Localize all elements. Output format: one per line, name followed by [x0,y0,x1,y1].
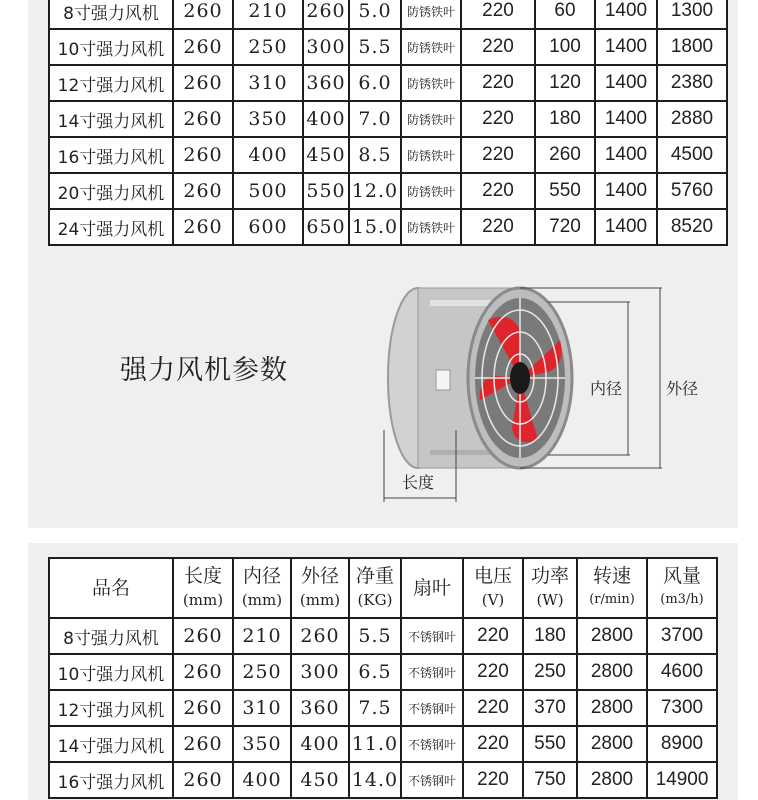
column-header-title: 扇叶 [412,577,451,599]
cell-power: 180 [535,101,595,137]
cell-weight: 5.5 [349,618,401,654]
cell-power: 60 [535,0,595,29]
cell-airflow: 1800 [657,29,727,65]
cell-length: 260 [173,654,233,690]
cell-voltage: 220 [461,101,535,137]
column-header-unit: (W) [536,591,564,609]
cell-airflow: 14900 [647,762,717,798]
column-header [173,558,233,618]
cell-voltage: 220 [463,618,523,654]
column-header [523,558,577,618]
cell-power: 550 [523,726,577,762]
cell-speed: 1400 [595,209,657,245]
table-row [49,29,727,65]
table-row [49,762,717,798]
cell-outer: 300 [291,654,349,690]
cell-power: 180 [523,618,577,654]
table-row [49,690,717,726]
outer-diameter-label: 外径 [666,379,699,398]
cell-speed: 2800 [577,618,647,654]
cell-outer: 450 [291,762,349,798]
cell-outer: 400 [291,726,349,762]
cell-length: 260 [173,173,233,209]
cell-blade: 防锈铁叶 [401,0,461,29]
cell-voltage: 220 [461,209,535,245]
cell-outer: 550 [303,173,349,209]
cell-voltage: 220 [463,726,523,762]
cell-length: 260 [173,0,233,29]
column-header [577,558,647,618]
column-header [463,558,523,618]
cell-airflow: 4500 [657,137,727,173]
cell-power: 260 [535,137,595,173]
cell-blade: 不锈钢叶 [401,654,463,690]
column-header-title: 电压 [473,565,512,587]
cell-blade: 防锈铁叶 [401,29,461,65]
cell-weight: 8.5 [349,137,401,173]
cell-length: 260 [173,29,233,65]
column-header-unit: (V) [481,591,505,609]
cell-name: 10寸强力风机 [49,654,173,690]
diagram-title: 强力风机参数 [120,355,288,386]
cell-weight: 11.0 [349,726,401,762]
cell-name: 20寸强力风机 [49,173,173,209]
cell-weight: 12.0 [349,173,401,209]
cell-speed: 1400 [595,173,657,209]
cell-name: 12寸强力风机 [49,65,173,101]
table-row [49,173,727,209]
cell-speed: 2800 [577,726,647,762]
cell-airflow: 2380 [657,65,727,101]
column-header-unit: (mm) [299,591,341,609]
cell-power: 550 [535,173,595,209]
cell-blade: 不锈钢叶 [401,726,463,762]
cell-name: 8寸强力风机 [49,0,173,29]
cell-weight: 6.0 [349,65,401,101]
column-header-title: 转速 [592,565,631,587]
cell-speed: 1400 [595,65,657,101]
cell-outer: 260 [291,618,349,654]
cell-speed: 2800 [577,690,647,726]
cell-weight: 7.5 [349,690,401,726]
cell-inner: 400 [233,137,303,173]
cell-outer: 400 [303,101,349,137]
fan-nameplate [436,370,450,390]
cell-outer: 300 [303,29,349,65]
cell-speed: 2800 [577,762,647,798]
cell-inner: 250 [233,654,291,690]
column-header-unit: (m3/h) [660,592,704,607]
column-header-unit: (mm) [241,591,283,609]
column-header [401,558,463,618]
spec-table-rust-proof-blade [48,0,728,246]
cell-speed: 1400 [595,29,657,65]
cell-weight: 5.0 [349,0,401,29]
cell-outer: 360 [303,65,349,101]
cell-speed: 1400 [595,0,657,29]
cell-name: 14寸强力风机 [49,101,173,137]
cell-voltage: 220 [461,65,535,101]
table-row [49,209,727,245]
column-header-title: 品名 [91,577,130,599]
column-header-unit: (KG) [357,591,393,609]
cell-voltage: 220 [461,173,535,209]
table-row [49,726,717,762]
cell-airflow: 2880 [657,101,727,137]
cell-length: 260 [173,137,233,173]
cell-inner: 250 [233,29,303,65]
cell-airflow: 7300 [647,690,717,726]
column-header [647,558,717,618]
cell-voltage: 220 [463,762,523,798]
table-row [49,0,727,29]
cell-outer: 450 [303,137,349,173]
cell-blade: 防锈铁叶 [401,173,461,209]
cell-power: 370 [523,690,577,726]
column-header-unit: (mm) [182,591,224,609]
cell-blade: 防锈铁叶 [401,137,461,173]
cell-power: 100 [535,29,595,65]
table-row [49,654,717,690]
cell-weight: 15.0 [349,209,401,245]
cell-outer: 260 [303,0,349,29]
cell-outer: 360 [291,690,349,726]
cell-inner: 600 [233,209,303,245]
cell-inner: 350 [233,726,291,762]
table-row [49,65,727,101]
cell-name: 12寸强力风机 [49,690,173,726]
table-row [49,618,717,654]
cell-length: 260 [173,209,233,245]
cell-blade: 防锈铁叶 [401,209,461,245]
cell-name: 24寸强力风机 [49,209,173,245]
column-header [49,558,173,618]
table-header-row [49,558,717,618]
cell-name: 14寸强力风机 [49,726,173,762]
spec-table-stainless-blade [48,557,718,799]
cell-name: 16寸强力风机 [49,762,173,798]
column-header-title: 风量 [662,565,701,587]
cell-blade: 不锈钢叶 [401,762,463,798]
column-header-title: 功率 [530,565,569,587]
cell-airflow: 8900 [647,726,717,762]
cell-airflow: 5760 [657,173,727,209]
cell-airflow: 3700 [647,618,717,654]
cell-weight: 5.5 [349,29,401,65]
cell-outer: 650 [303,209,349,245]
cell-length: 260 [173,690,233,726]
cell-power: 720 [535,209,595,245]
cell-voltage: 220 [463,690,523,726]
cell-speed: 1400 [595,101,657,137]
cell-weight: 14.0 [349,762,401,798]
cell-weight: 7.0 [349,101,401,137]
cell-airflow: 4600 [647,654,717,690]
cell-length: 260 [173,726,233,762]
cell-inner: 310 [233,65,303,101]
cell-inner: 310 [233,690,291,726]
cell-length: 260 [173,618,233,654]
column-header-title: 长度 [183,565,222,587]
cell-inner: 400 [233,762,291,798]
table-row [49,137,727,173]
cell-inner: 210 [233,618,291,654]
column-header-title: 净重 [355,565,394,587]
cell-length: 260 [173,65,233,101]
cell-name: 16寸强力风机 [49,137,173,173]
cell-blade: 不锈钢叶 [401,618,463,654]
cell-speed: 2800 [577,654,647,690]
cell-inner: 350 [233,101,303,137]
cell-inner: 500 [233,173,303,209]
column-header [233,558,291,618]
cell-voltage: 220 [461,0,535,29]
column-header [349,558,401,618]
cell-name: 10寸强力风机 [49,29,173,65]
column-header [291,558,349,618]
length-label: 长度 [402,473,435,492]
table-row [49,101,727,137]
cell-weight: 6.5 [349,654,401,690]
column-header-title: 外径 [300,565,339,587]
cell-length: 260 [173,101,233,137]
cell-airflow: 1300 [657,0,727,29]
cell-blade: 防锈铁叶 [401,101,461,137]
column-header-unit: (r/min) [589,592,635,607]
inner-diameter-label: 内径 [590,379,623,398]
cell-airflow: 8520 [657,209,727,245]
column-header-title: 内径 [242,565,281,587]
cell-name: 8寸强力风机 [49,618,173,654]
cell-length: 260 [173,762,233,798]
cell-inner: 210 [233,0,303,29]
cell-power: 120 [535,65,595,101]
cell-power: 250 [523,654,577,690]
cell-blade: 防锈铁叶 [401,65,461,101]
cell-voltage: 220 [461,137,535,173]
cell-power: 750 [523,762,577,798]
cell-voltage: 220 [463,654,523,690]
cell-blade: 不锈钢叶 [401,690,463,726]
cell-voltage: 220 [461,29,535,65]
fan-hub [510,362,530,394]
cell-speed: 1400 [595,137,657,173]
